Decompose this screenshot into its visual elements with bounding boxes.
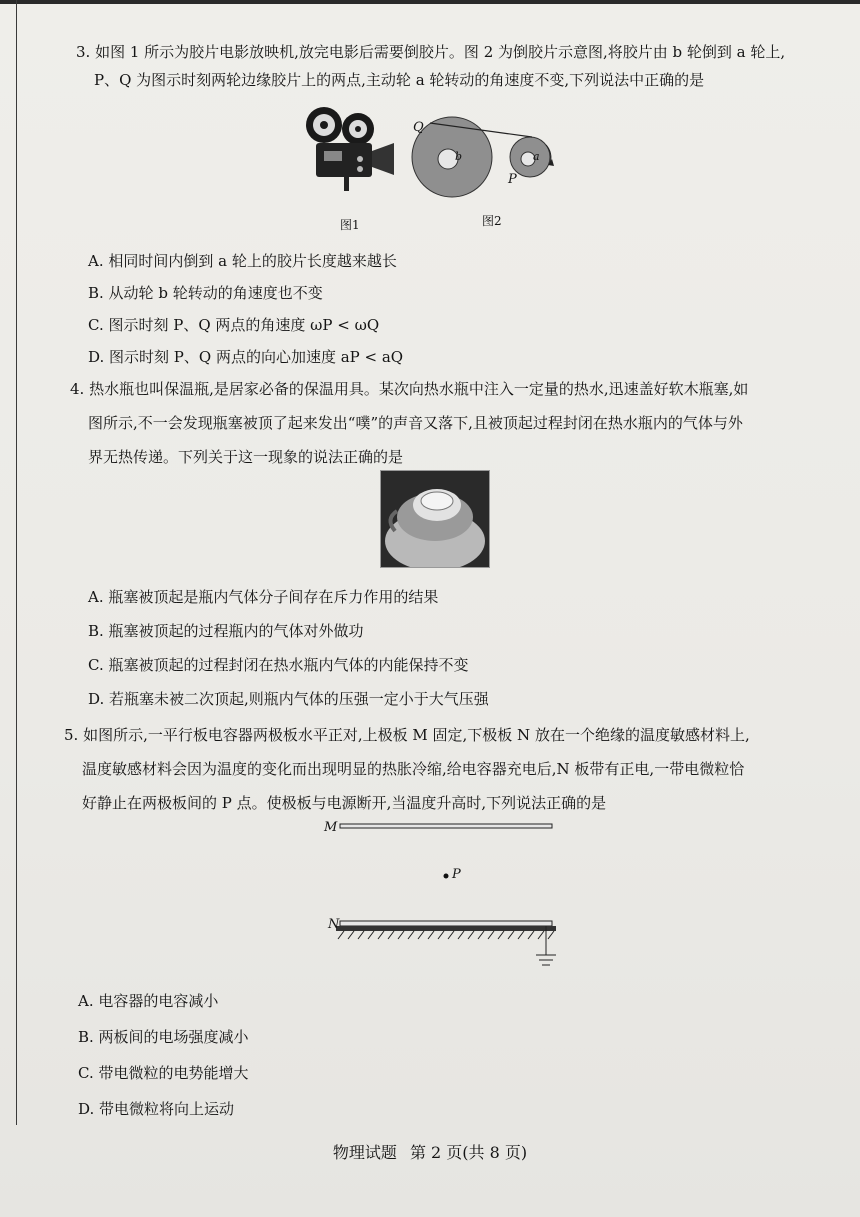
- plate-n-label: N: [328, 917, 340, 932]
- question-5-option-a: A. 电容器的电容减小: [78, 992, 219, 1010]
- question-3-option-a: A. 相同时间内倒到 a 轮上的胶片长度越来越长: [88, 252, 397, 270]
- question-4-option-c: C. 瓶塞被顶起的过程封闭在热水瓶内气体的内能保持不变: [88, 656, 469, 674]
- question-5-option-b: B. 两板间的电场强度减小: [78, 1028, 249, 1046]
- question-3-option-b: B. 从动轮 b 轮转动的角速度也不变: [88, 284, 323, 302]
- question-3-line-2: P、Q 为图示时刻两轮边缘胶片上的两点,主动轮 a 轮转动的角速度不变,下列说法中正确的是: [94, 71, 705, 89]
- question-4-line-2: 图所示,不一会发现瓶塞被顶了起来发出“噗”的声音又落下,且被顶起过程封闭在热水瓶内的气体与外: [88, 414, 743, 432]
- page-footer: [0, 1140, 860, 1163]
- margin-line: [16, 0, 17, 1125]
- question-5: [64, 718, 750, 820]
- footer-subject: 物理试题: [332, 1143, 397, 1162]
- figure-2-caption: 图2: [482, 214, 502, 228]
- plate-m-label: M: [324, 820, 338, 835]
- question-5-line-1: 5. 如图所示,一平行板电容器两极板水平正对,上极板 M 固定,下极板 N 放在一个绝缘的温度敏感材料上,: [64, 726, 750, 744]
- figure-2-label-a: a: [533, 150, 540, 163]
- question-3-option-d: D. 图示时刻 P、Q 两点的向心加速度 aP < aQ: [88, 348, 404, 366]
- figure-2-label-p: P: [508, 172, 517, 187]
- question-4-option-d: D. 若瓶塞未被二次顶起,则瓶内气体的压强一定小于大气压强: [88, 690, 489, 708]
- point-p-label: P: [452, 867, 461, 882]
- question-4-line-3: 界无热传递。下列关于这一现象的说法正确的是: [88, 448, 404, 466]
- footer-page-number: 第 2 页(共 8 页): [409, 1143, 528, 1162]
- thermos-bottle-photo: [380, 470, 490, 568]
- question-4: [70, 372, 748, 474]
- question-5-option-c: C. 带电微粒的电势能增大: [78, 1064, 249, 1082]
- question-4-option-b: B. 瓶塞被顶起的过程瓶内的气体对外做功: [88, 622, 364, 640]
- figure-1-projector: [300, 103, 400, 203]
- question-5-option-d: D. 带电微粒将向上运动: [78, 1100, 235, 1118]
- question-4-line-1: 4. 热水瓶也叫保温瓶,是居家必备的保温用具。某次向热水瓶中注入一定量的热水,迅速盖好软木瓶塞,如: [70, 380, 749, 398]
- question-4-option-a: A. 瓶塞被顶起是瓶内气体分子间存在斥力作用的结果: [88, 588, 439, 606]
- capacitor-diagram: [330, 815, 570, 975]
- figure-2-label-b: b: [455, 150, 463, 163]
- question-3-option-c: C. 图示时刻 P、Q 两点的角速度 ωP < ωQ: [88, 316, 380, 334]
- figure-1-caption: 图1: [340, 218, 360, 232]
- question-5-line-3: 好静止在两极板间的 P 点。使极板与电源断开,当温度升高时,下列说法正确的是: [82, 794, 607, 812]
- question-3-line-1: 3. 如图 1 所示为胶片电影放映机,放完电影后需要倒胶片。图 2 为倒胶片示意图,将胶片由 b 轮倒到 a 轮上,: [76, 43, 786, 61]
- question-3: [76, 38, 785, 94]
- page-top-edge: [0, 0, 860, 4]
- question-5-line-2: 温度敏感材料会因为温度的变化而出现明显的热胀冷缩,给电容器充电后,N 板带有正电,一带电微粒恰: [82, 760, 745, 778]
- figure-2-label-q: Q: [413, 120, 424, 135]
